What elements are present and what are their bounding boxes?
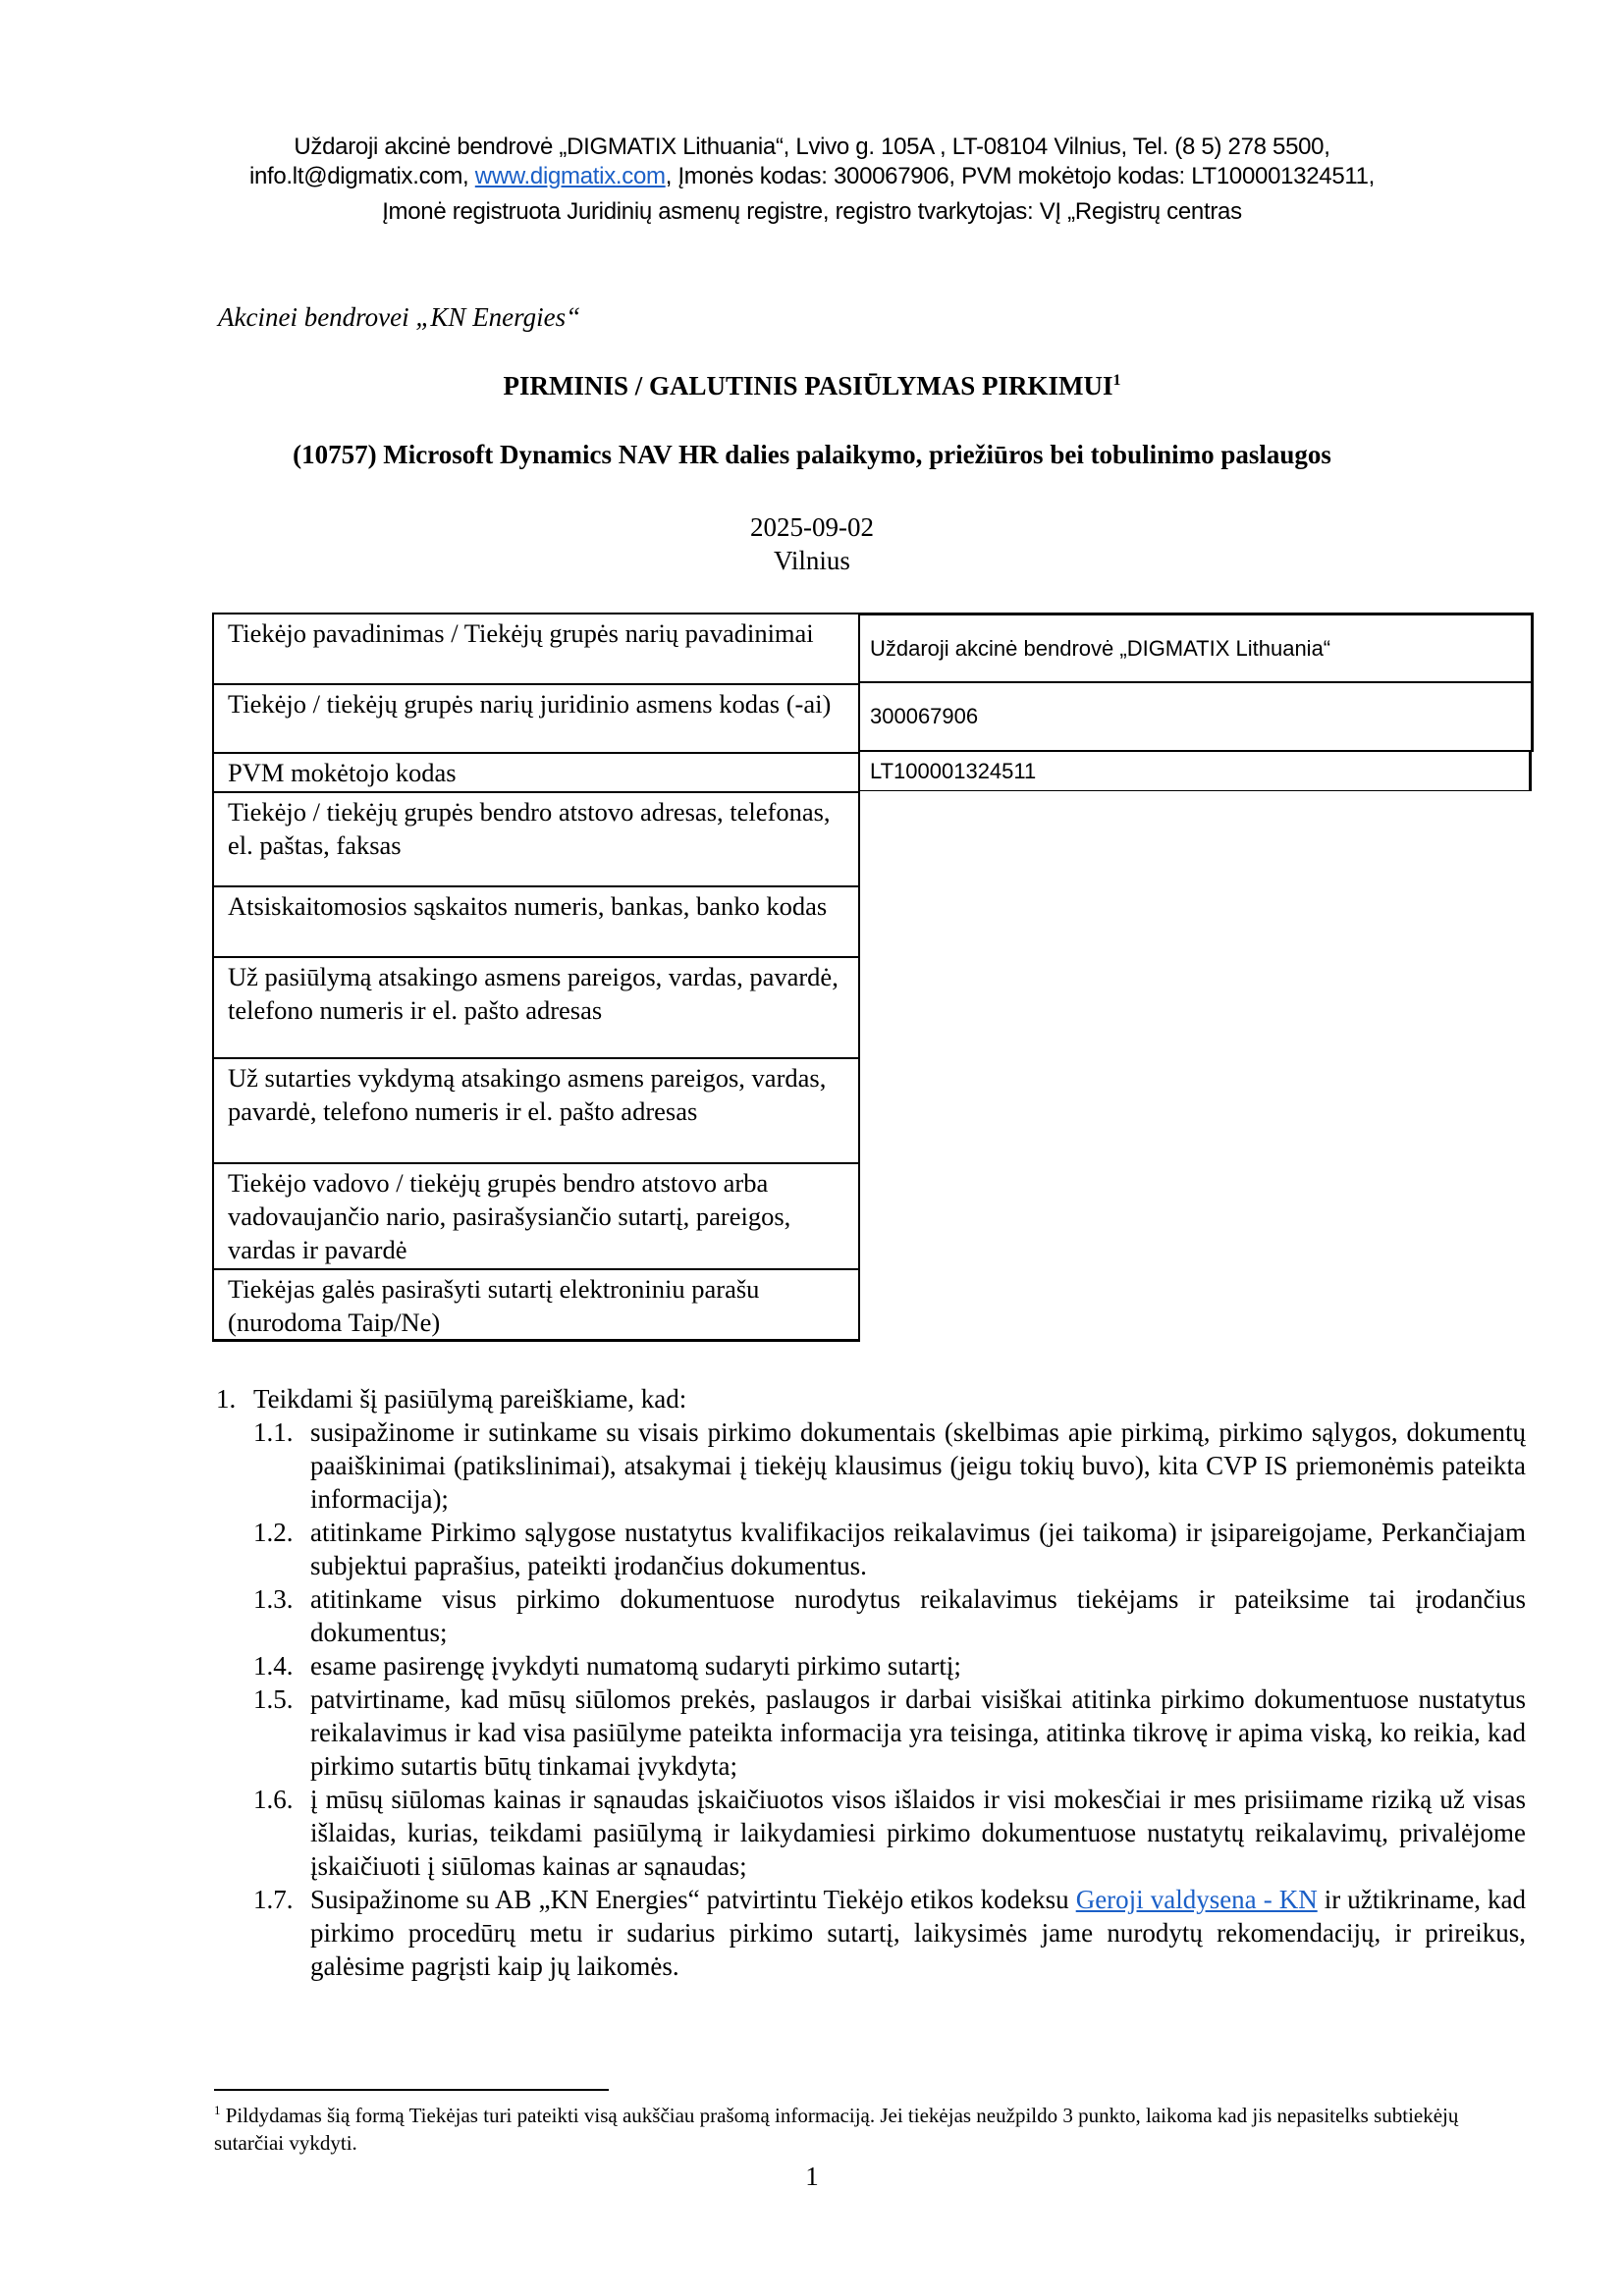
letterhead-codes: , Įmonės kodas: 300067906, PVM mokėtojo kodas: LT100001324511, (665, 163, 1376, 189)
footnote-ref[interactable]: 1 (1112, 372, 1121, 389)
list-item-number: 1.5. (253, 1684, 294, 1714)
list-item-number: 1.7. (253, 1885, 294, 1914)
footnote-separator (214, 2089, 609, 2091)
list-item-text-after: ir užtikriname, kad pirkimo procedūrų metu ir sudarius pirkimo sutartį, laikysimės jame nurodytų rekomendacijų, ir prireikus, galėsime pagrįsti kaip jų laikomės. (310, 1885, 1526, 1981)
list-item (216, 1883, 1526, 1983)
list-item (216, 1682, 1526, 1783)
declarations-list (216, 1382, 1526, 1983)
footnote-text: Pildydamas šią formą Tiekėjas turi pateikti visą aukščiau prašomą informaciją. Jei tiekėjas neužpildo 3 punkto, laikoma kad jis nepasitelks subtiekėjų sutarčiai vykdyti. (214, 2104, 1459, 2155)
vat-code-value[interactable]: LT100001324511 (858, 752, 1532, 791)
list-item (216, 1783, 1526, 1883)
table-row-label: Už sutarties vykdymą atsakingo asmens pareigos, vardas, pavardė, telefono numeris ir el. pašto adresas (214, 1057, 858, 1162)
document-date: 2025-09-02 (750, 512, 874, 542)
list-item-text: į mūsų siūlomas kainas ir sąnaudas įskaičiuotos visos išlaidos ir visi mokesčiai ir mes prisiimame riziką už visas išlaidas, kurias, teikdami pasiūlymą ir laikydamiesi pirkimo dokumentuose nustatytų reikalavimų, privalėjome įskaičiuoti į siūlomas kainas ar sąnaudas; (310, 1785, 1526, 1881)
website-link[interactable]: www.digmatix.com (474, 163, 666, 189)
list-item-text: atitinkame Pirkimo sąlygose nustatytus kvalifikacijos reikalavimus (jei taikoma) ir įsipareigojame, Perkančiajam subjektui paprašius, pateikti įrodančius dokumentus. (310, 1518, 1526, 1580)
letterhead (0, 135, 1624, 230)
table-row-label: Tiekėjo vadovo / tiekėjų grupės bendro atstovo arba vadovaujančio nario, pasirašysiančio sutartį, pareigos, vardas ir pavardė (214, 1162, 858, 1268)
page-number: 1 (805, 2162, 819, 2191)
letterhead-line-3: Įmonė registruota Juridinių asmenų registre, registro tvarkytojas: VĮ „Registrų centras (382, 198, 1242, 225)
table-row-label: Atsiskaitomosios sąskaitos numeris, bankas, banko kodas (214, 885, 858, 956)
supplier-info-table (212, 613, 860, 1342)
document-subtitle: (10757) Microsoft Dynamics NAV HR dalies palaikymo, priežiūros bei tobulinimo paslaugos (293, 440, 1331, 469)
title-text: PIRMINIS / GALUTINIS PASIŪLYMAS PIRKIMUI (503, 371, 1113, 400)
list-item (216, 1415, 1526, 1516)
date-place (0, 510, 1624, 577)
list-item-text: patvirtiname, kad mūsų siūlomos prekės, paslaugos ir darbai visiškai atitinka pirkimo dokumentuose nustatytus reikalavimus ir kad visa pasiūlyme pateikta informacija yra teisinga, atitinka tikrovę ir apima viską, ko reikia, kad pirkimo sutartis būtų tinkamai įvykdyta; (310, 1684, 1526, 1781)
supplier-name-value[interactable]: Uždaroji akcinė bendrovė „DIGMATIX Lithuania“ (858, 613, 1534, 683)
footnote-number: 1 (214, 2103, 221, 2117)
table-row-label: Už pasiūlymą atsakingo asmens pareigos, vardas, pavardė, telefono numeris ir el. pašto adresas (214, 956, 858, 1057)
table-row-label: Tiekėjas galės pasirašyti sutartį elektroniniu parašu (nurodoma Taip/Ne) (214, 1268, 858, 1339)
list-item-number: 1.6. (253, 1785, 294, 1814)
list-item-text: atitinkame visus pirkimo dokumentuose nurodytus reikalavimus tiekėjams ir pateiksime tai įrodančius dokumentus; (310, 1584, 1526, 1647)
list-item-number: 1.1. (253, 1417, 294, 1447)
list-item (216, 1516, 1526, 1582)
list-item-text (310, 1883, 1526, 1983)
list-item-number: 1.4. (253, 1651, 294, 1681)
addressee: Akcinei bendrovei „KN Energies“ (218, 302, 581, 332)
document-title (0, 371, 1624, 401)
list-item-text: susipažinome ir sutinkame su visais pirkimo dokumentais (skelbimas apie pirkimą, pirkimo sąlygos, dokumentų paaiškinimai (patikslinimai), atsakymai į tiekėjų klausimus (jeigu tokių buvo), kita CVP IS priemonėmis pateikta informacija); (310, 1417, 1526, 1514)
list-number: 1. (216, 1384, 237, 1414)
company-code-value[interactable]: 300067906 (858, 683, 1534, 752)
declarations-heading (216, 1382, 1526, 1415)
table-row-label: Tiekėjo pavadinimas / Tiekėjų grupės narių pavadinimai (228, 618, 814, 648)
list-item-number: 1.2. (253, 1518, 294, 1547)
list-item (216, 1582, 1526, 1649)
document-city: Vilnius (774, 546, 850, 575)
declarations-heading-text: Teikdami šį pasiūlymą pareiškiame, kad: (253, 1384, 687, 1414)
footnote (214, 2097, 1520, 2157)
letterhead-line-2 (0, 159, 1624, 194)
list-item-number: 1.3. (253, 1584, 294, 1614)
table-row-label: Tiekėjo / tiekėjų grupės bendro atstovo adresas, telefonas, el. paštas, faksas (214, 791, 858, 885)
list-item-text: esame pasirengę įvykdyti numatomą sudaryti pirkimo sutartį; (310, 1651, 961, 1681)
table-row-label: Tiekėjo / tiekėjų grupės narių juridinio asmens kodas (-ai) (214, 683, 858, 752)
letterhead-email: info.lt@digmatix.com, (248, 163, 475, 189)
table-row-label: PVM mokėtojo kodas (214, 752, 858, 791)
letterhead-line-1: Uždaroji akcinė bendrovė „DIGMATIX Lithuania“, Lvivo g. 105A , LT-08104 Vilnius, Tel. (8 5) 278 5500, (294, 133, 1330, 159)
ethics-code-link[interactable]: Geroji valdysena - KN (1075, 1885, 1318, 1914)
list-item (216, 1649, 1526, 1682)
list-item-text-before: Susipažinome su AB „KN Energies“ patvirtintu Tiekėjo etikos kodeksu (310, 1885, 1076, 1914)
